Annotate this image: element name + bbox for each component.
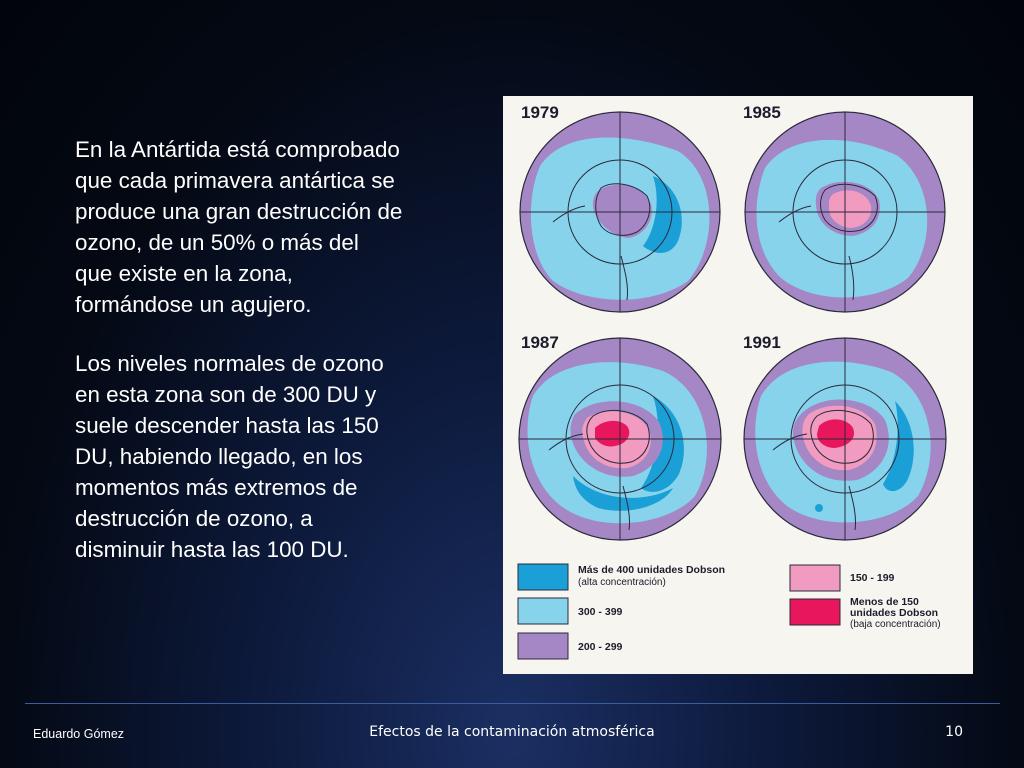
legend-label-over-400: Más de 400 unidades Dobson: [578, 564, 726, 576]
slide-body-text: [75, 134, 460, 593]
legend-swatch-over-400: [518, 564, 568, 590]
legend-swatch-200-299: [518, 633, 568, 659]
legend-label-under-150-line2: unidades Dobson: [850, 607, 939, 619]
legend-label-200-299: 200 - 299: [578, 641, 623, 653]
legend-label-300-399: 300 - 399: [578, 606, 623, 618]
ozone-maps-figure: [503, 96, 973, 674]
ozone-map-1985: [745, 112, 945, 312]
footer-title: Efectos de la contaminación atmosférica: [369, 724, 655, 740]
legend: [518, 564, 941, 659]
footer-author: Eduardo Gómez: [33, 727, 125, 741]
year-label-1985: 1985: [743, 103, 781, 122]
ozone-map-1987: [519, 338, 721, 540]
page-number: 10: [945, 724, 963, 740]
paragraph-ozone-destruction: En la Antártida está comprobado que cada primavera antártica se produce una gran destrucción de ozono, de un 50% o más del que existe en la zona, formándose un agujero.: [75, 137, 403, 317]
year-label-1991: 1991: [743, 333, 781, 352]
legend-sub-over-400: (alta concentración): [578, 577, 666, 588]
ozone-map-1979: [520, 112, 720, 312]
legend-label-under-150-line1: Menos de 150: [850, 596, 919, 608]
legend-label-150-199: 150 - 199: [850, 572, 895, 584]
legend-swatch-300-399: [518, 598, 568, 624]
legend-swatch-under-150: [790, 599, 840, 625]
paragraph-ozone-levels: Los niveles normales de ozono en esta zona son de 300 DU y suele descender hasta las 150 DU, habiendo llegado, en los momentos más extremos de destrucción de ozono, a disminuir hasta las 100 DU.: [75, 351, 384, 562]
footer-divider: [25, 703, 1000, 704]
year-label-1979: 1979: [521, 103, 559, 122]
year-label-1987: 1987: [521, 333, 559, 352]
ozone-map-1991: [744, 338, 946, 540]
legend-swatch-150-199: [790, 565, 840, 591]
legend-sub-under-150: (baja concentración): [850, 619, 941, 630]
